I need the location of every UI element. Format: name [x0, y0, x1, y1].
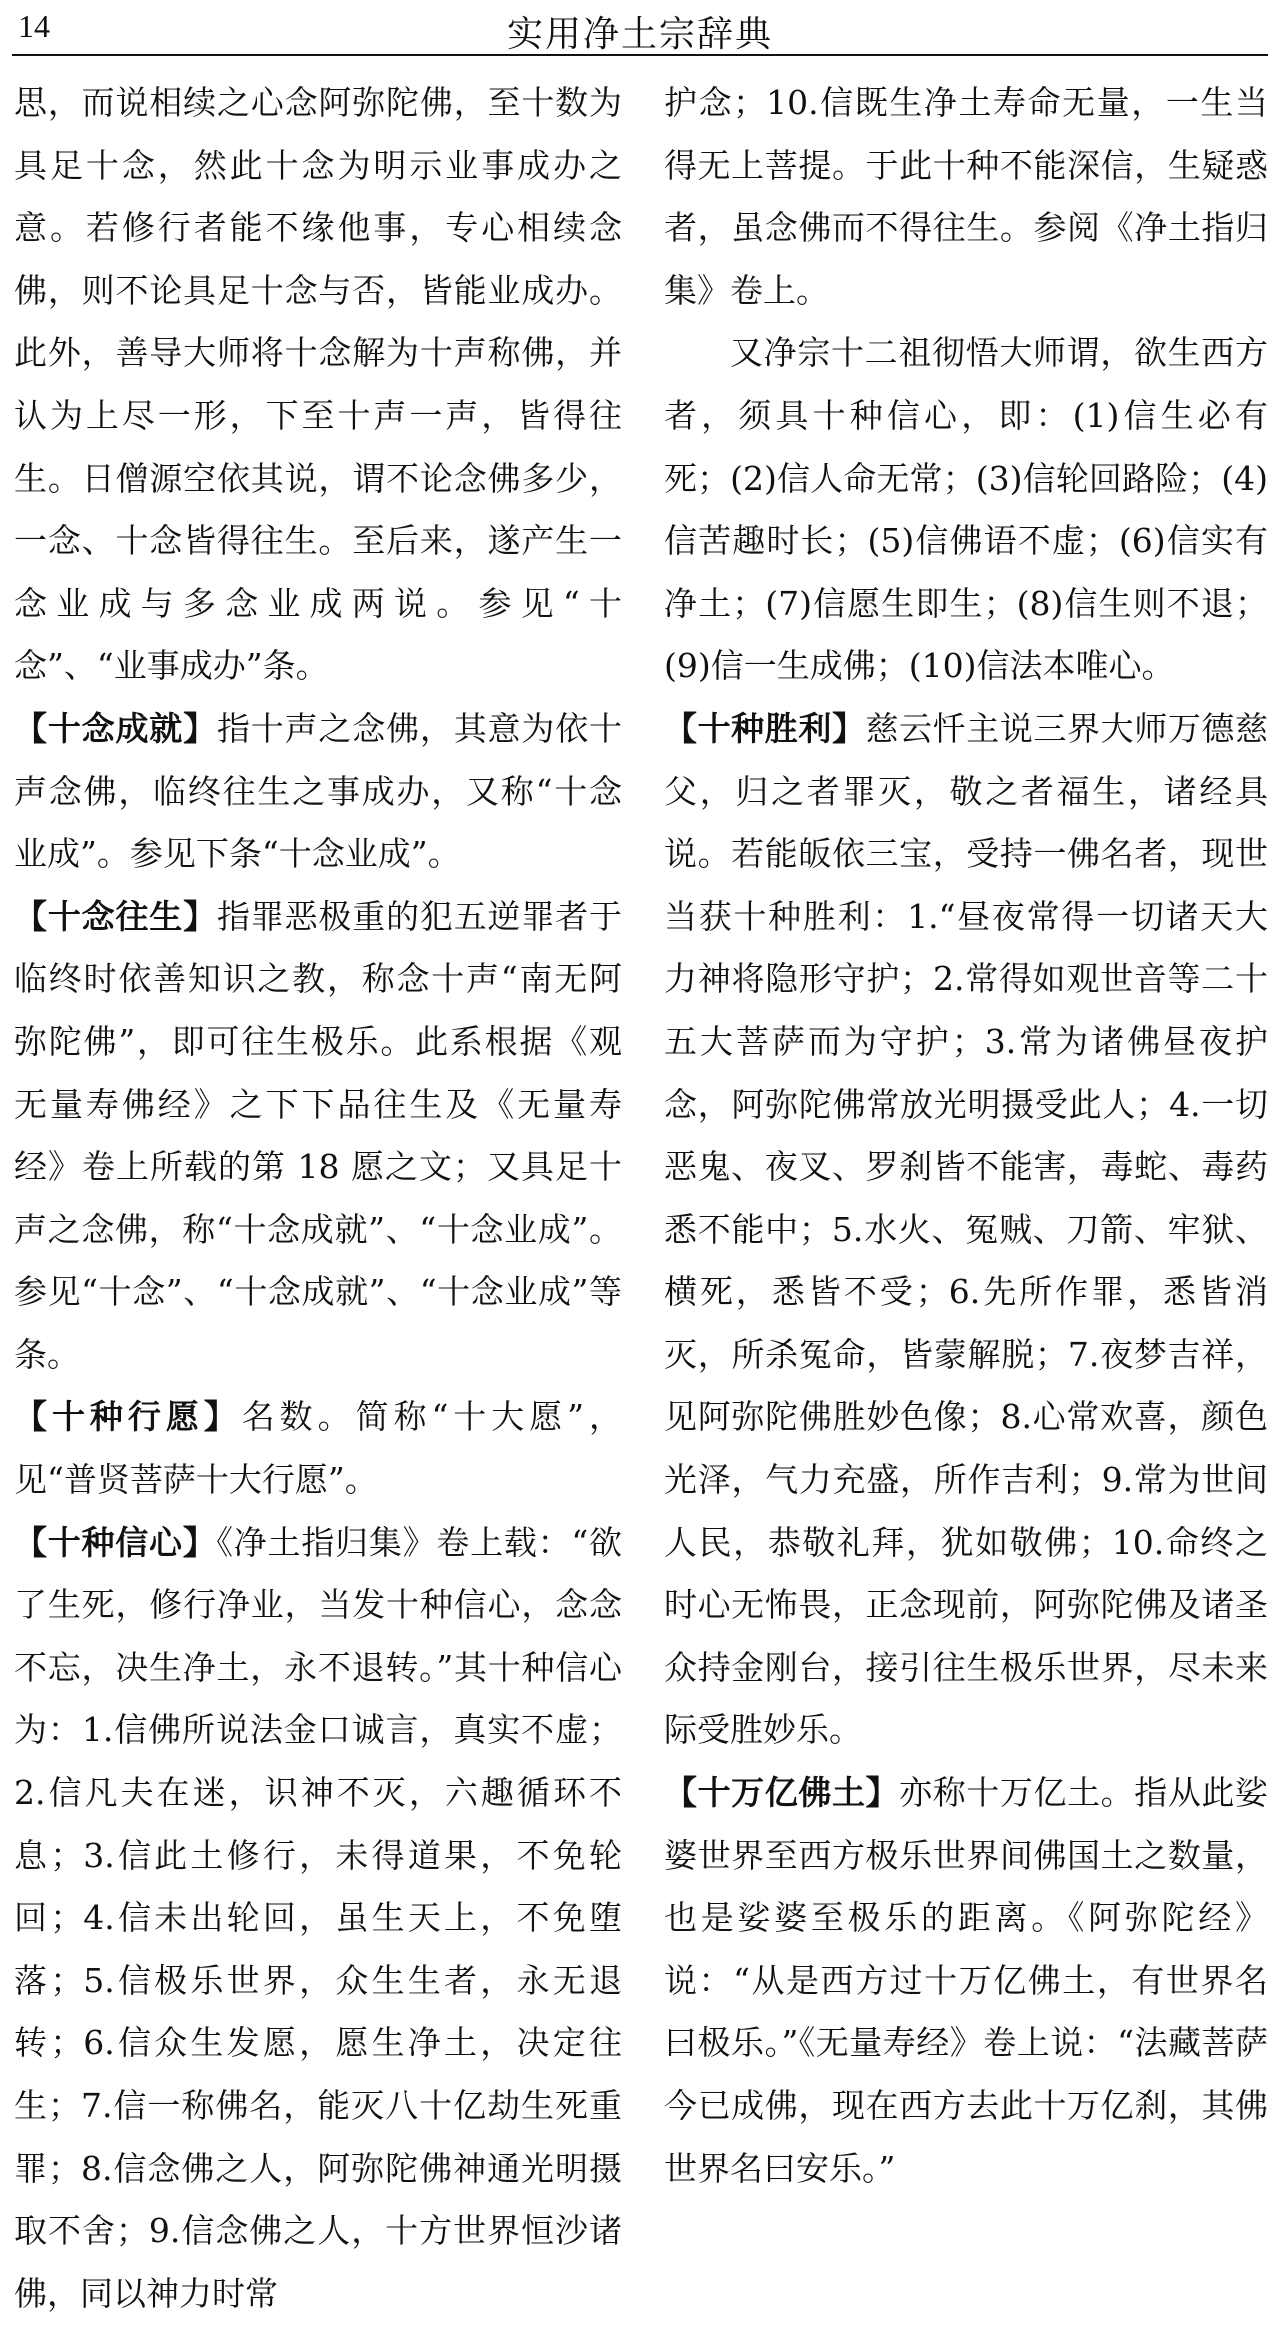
- entry-headword: 【十念往生】: [14, 896, 217, 936]
- entry-continuation: [664, 72, 1268, 322]
- page-number: 14: [18, 8, 50, 44]
- running-title: 实用净土宗辞典: [506, 14, 773, 55]
- entry-body: 亦称十万亿土。指从此娑婆世界至西方极乐世界间佛国土之数量，也是娑婆至极乐的距离。《阿弥陀经》说：“从是西方过十万亿佛土，有世界名曰极乐。”《无量寿经》卷上说：“法藏菩萨今已成佛，现在西方去此十万亿刹，其佛世界名曰安乐。”: [664, 1773, 1269, 2188]
- entry-body: 《净土指归集》卷上载：“欲了生死，修行净业，当发十种信心，念念不忘，决生净土，永不退转。”其十种信心为：1.信佛所说法金口诚言，真实不虚；2.信凡夫在迷，识神不灭，六趣循环不息；3.信此土修行，未得道果，不免轮回；4.信未出轮回，虽生天上，不免堕落；5.信极乐世界，众生生者，永无退转；6.信众生发愿，愿生净土，决定往生；7.信一称佛名，能灭八十亿劫生死重罪；8.信念佛之人，阿弥陀佛神通光明摄取不舍；9.信念佛之人，十方世界恒沙诸佛，同以神力时常: [14, 1522, 623, 2313]
- entry-shiwanyi-fotu: [664, 1762, 1268, 2200]
- right-column: [664, 72, 1268, 2200]
- entry-shizhong-xingyuan: [14, 1386, 622, 1511]
- entry-body: 指十声之念佛，其意为依十声念佛，临终往生之事成办，又称“十念业成”。参见下条“十念业成”。: [14, 708, 623, 874]
- entry-headword: 【十念成就】: [14, 708, 217, 748]
- entry-shinian-wangsheng: [14, 886, 622, 1387]
- entry-shinian-chengjiu: [14, 698, 622, 886]
- header-rule: [12, 54, 1268, 56]
- page-header: [0, 0, 1280, 70]
- entry-headword: 【十种行愿】: [14, 1397, 242, 1437]
- entry-body: 护念；10.信既生净土寿命无量，一生当得无上菩提。于此十种不能深信，生疑惑者，虽念佛而不得往生。参阅《净土指归集》卷上。: [664, 83, 1268, 310]
- entry-body: 又净宗十二祖彻悟大师谓，欲生西方者，须具十种信心，即：(1)信生必有死；(2)信人命无常；(3)信轮回路险；(4)信苦趣时长；(5)信佛语不虚；(6)信实有净土；(7)信愿生即生；(8)信生则不退；(9)信一生成佛；(10)信法本唯心。: [664, 333, 1268, 686]
- left-column: [14, 72, 622, 2325]
- entry-body: 指罪恶极重的犯五逆罪者于临终时依善知识之教，称念十声“南无阿弥陀佛”，即可往生极乐。此系根据《观无量寿佛经》之下下品往生及《无量寿经》卷上所载的第 18 愿之文；又具足十声之念佛，称“十念成就”、“十念业成”。参见“十念”、“十念成就”、“十念业成”等条。: [14, 896, 623, 1374]
- entry-headword: 【十种信心】: [14, 1522, 217, 1562]
- entry-body: 慈云忏主说三界大师万德慈父，归之者罪灭，敬之者福生，诸经具说。若能皈依三宝，受持一佛名者，现世当获十种胜利：1.“昼夜常得一切诸天大力神将隐形守护；2.常得如观世音等二十五大菩萨而为守护；3.常为诸佛昼夜护念，阿弥陀佛常放光明摄受此人；4.一切恶鬼、夜叉、罗刹皆不能害，毒蛇、毒药悉不能中；5.水火、冤贼、刀箭、牢狱、横死，悉皆不受；6.先所作罪，悉皆消灭，所杀冤命，皆蒙解脱；7.夜梦吉祥，见阿弥陀佛胜妙色像；8.心常欢喜，颜色光泽，气力充盛，所作吉利；9.常为世间人民，恭敬礼拜，犹如敬佛；10.命终之时心无怖畏，正念现前，阿弥陀佛及诸圣众持金刚台，接引往生极乐世界，尽未来际受胜妙乐。: [664, 708, 1269, 1750]
- paragraph-cheyu-dashi: [664, 322, 1268, 698]
- entry-shizhong-shengli: [664, 698, 1268, 1762]
- entry-headword: 【十种胜利】: [664, 708, 866, 748]
- entry-body: 名数。简称“十大愿”，见“普贤菩萨十大行愿”。: [14, 1397, 622, 1500]
- entry-continuation: 思，而说相续之心念阿弥陀佛，至十数为具足十念，然此十念为明示业事成办之意。若修行者能不缘他事，专心相续念佛，则不论具足十念与否，皆能业成办。此外，善导大师将十念解为十声称佛，并认为上尽一形，下至十声一声，皆得往生。日僧源空依其说，谓不论念佛多少，一念、十念皆得往生。至后来，遂产生一念业成与多念业成两说。参见“十念”、“业事成办”条。: [14, 83, 622, 686]
- entry-headword: 【十万亿佛土】: [664, 1773, 900, 1813]
- entry-shizhong-xinxin: [14, 1512, 622, 2325]
